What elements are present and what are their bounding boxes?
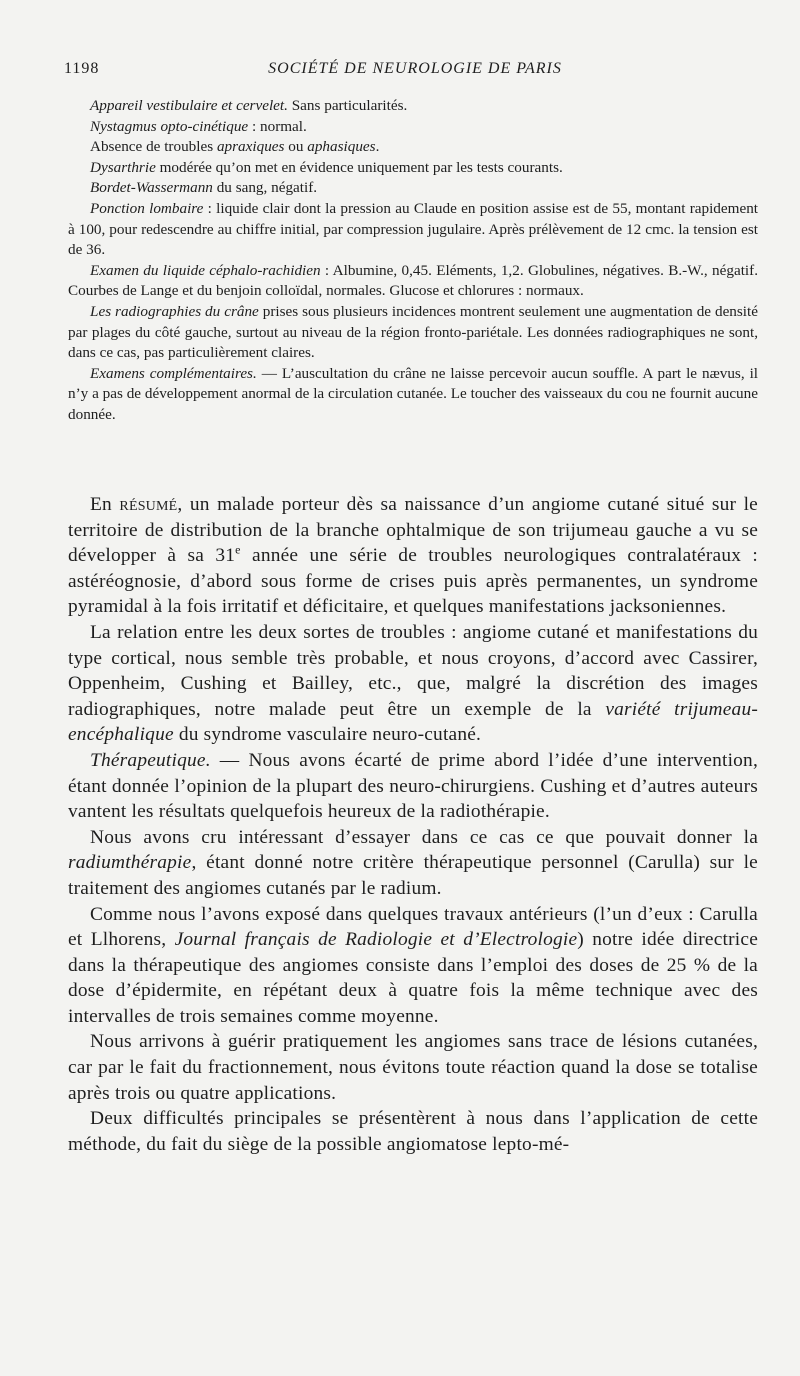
heading: Les radiographies du crâne bbox=[90, 302, 259, 320]
text: Absence de troubles bbox=[90, 138, 217, 156]
term: aphasiques bbox=[307, 138, 376, 156]
paragraph bbox=[68, 178, 758, 199]
paragraph bbox=[68, 137, 758, 158]
text: : Albumine, 0,45. Eléments, 1,2. Globulines, négatives. B.-W., négatif. Courbes de Lange et du benjoin colloïdal, normales. Glucose et chlorures : normaux. bbox=[68, 261, 758, 300]
heading: Nystagmus opto-cinétique bbox=[90, 117, 249, 135]
text: — Nous avons écarté de prime abord l’idée d’une intervention, étant donnée l’opinion de la plupart des neuro-chirurgiens. Cushing et d’autres auteurs vantent les résultats quelquefois heureux de la radiothérapie. bbox=[68, 749, 758, 823]
heading: Ponction lombaire bbox=[90, 199, 204, 217]
citation: Journal français de Radiologie et d’Electrologie bbox=[174, 929, 578, 951]
paragraph bbox=[68, 199, 758, 261]
paragraph bbox=[68, 158, 758, 179]
summary-and-therapy bbox=[68, 492, 758, 1157]
paragraph bbox=[68, 902, 758, 1030]
superscript: e bbox=[235, 542, 241, 557]
lead-word: En bbox=[90, 494, 112, 515]
text: — L’auscultation du crâne ne laisse percevoir aucun souffle. A part le nævus, il n’y a pas de développement anormal de la circulation cutanée. Le toucher des vaisseaux du cou ne fournit aucune donnée. bbox=[68, 364, 759, 423]
text: : normal. bbox=[248, 117, 307, 135]
text: Deux difficultés principales se présentèrent à nous dans l’application de cette méthode, du fait du siège de la possible angiomatose lepto-mé- bbox=[68, 1108, 758, 1155]
text: , étant donné notre critère thérapeutique personnel (Carulla) sur le traitement des angiomes cutanés par le radium. bbox=[68, 852, 758, 899]
lead-word-smallcaps: résumé bbox=[119, 494, 178, 515]
heading: Examens complémentaires. bbox=[90, 364, 257, 382]
paragraph bbox=[68, 1106, 758, 1157]
term: variété trijumeau-encéphalique bbox=[68, 698, 758, 746]
text: année une série de troubles neurologiques contralatéraux : astéréognosie, d’abord sous forme de crises puis après permanentes, un syndrome pyramidal à la fois irritatif et déficitaire, et quelques manifestations jacksoniennes. bbox=[68, 545, 758, 618]
page-header bbox=[64, 60, 766, 84]
paragraph bbox=[68, 748, 758, 825]
paragraph bbox=[68, 620, 758, 748]
text: ou bbox=[284, 138, 308, 156]
paragraph bbox=[68, 302, 758, 364]
text: . bbox=[375, 138, 380, 156]
heading: Bordet-Wassermann bbox=[90, 179, 213, 197]
heading: Appareil vestibulaire et cervelet. bbox=[90, 97, 288, 114]
paragraph bbox=[68, 96, 758, 117]
term: apraxiques bbox=[216, 138, 285, 156]
term: radiumthérapie bbox=[68, 852, 192, 874]
running-title: SOCIÉTÉ DE NEUROLOGIE DE PARIS bbox=[268, 60, 562, 77]
text: du sang, négatif. bbox=[212, 179, 318, 197]
text: Nous arrivons à guérir pratiquement les angiomes sans trace de lésions cutanées, car par le fait du fractionnement, nous évitons toute réaction quand la dose se totalise après trois ou quatre applications. bbox=[68, 1031, 758, 1104]
heading: Thérapeutique. bbox=[90, 749, 211, 771]
text: Nous avons cru intéressant d’essayer dans ce cas ce que pouvait donner la bbox=[90, 826, 758, 848]
paragraph bbox=[68, 261, 758, 302]
text: : liquide clair dont la pression au Claude en position assise est de 55, montant rapidement à 100, pour redescendre au chiffre initial, par compression jugulaire. Après prélèvement de 12 cmc. la tension est de 36. bbox=[68, 199, 759, 259]
heading: Examen du liquide céphalo-rachidien bbox=[90, 261, 321, 279]
text: Sans particularités. bbox=[287, 97, 408, 114]
paragraph bbox=[68, 492, 758, 620]
text: modérée qu’on met en évidence uniquement par les tests courants. bbox=[155, 158, 563, 176]
page-number: 1198 bbox=[64, 60, 100, 77]
text: du syndrome vasculaire neuro-cutané. bbox=[173, 724, 482, 746]
paragraph bbox=[68, 1029, 758, 1106]
text: ) notre idée directrice dans la thérapeutique des angiomes consiste dans l’emploi des doses de 25 % de la dose d’épidermite, en répétant deux à quatre fois la même technique avec des intervalles de trois semaines comme moyenne. bbox=[68, 929, 758, 1027]
text: La relation entre les deux sortes de troubles : angiome cutané et manifestations du type cortical, nous semble très probable, et nous croyons, d’accord avec Cassirer, Oppenheim, Cushing et Bailley, etc., que, malgré la discrétion des images radiographiques, notre malade peut être un exemple de la bbox=[68, 621, 758, 720]
exam-findings bbox=[68, 96, 758, 426]
paragraph bbox=[68, 364, 758, 426]
text: Comme nous l’avons exposé dans quelques travaux antérieurs (l’un d’eux : Carulla et Llhorens, bbox=[68, 903, 758, 951]
text: prises sous plusieurs incidences montrent seulement une augmentation de densité par plages du côté gauche, surtout au niveau de la région fronto-pariétale. Les données radiographiques ne sont, dans ce cas, pas particulièrement claires. bbox=[68, 302, 758, 362]
paragraph bbox=[68, 825, 758, 902]
paragraph bbox=[68, 117, 758, 138]
text: , un malade porteur dès sa naissance d’un angiome cutané situé sur le territoire de distribution de la branche ophtalmique de son trijumeau gauche a vu se développer à sa 31 bbox=[68, 494, 758, 567]
heading: Dysarthrie bbox=[90, 158, 156, 176]
